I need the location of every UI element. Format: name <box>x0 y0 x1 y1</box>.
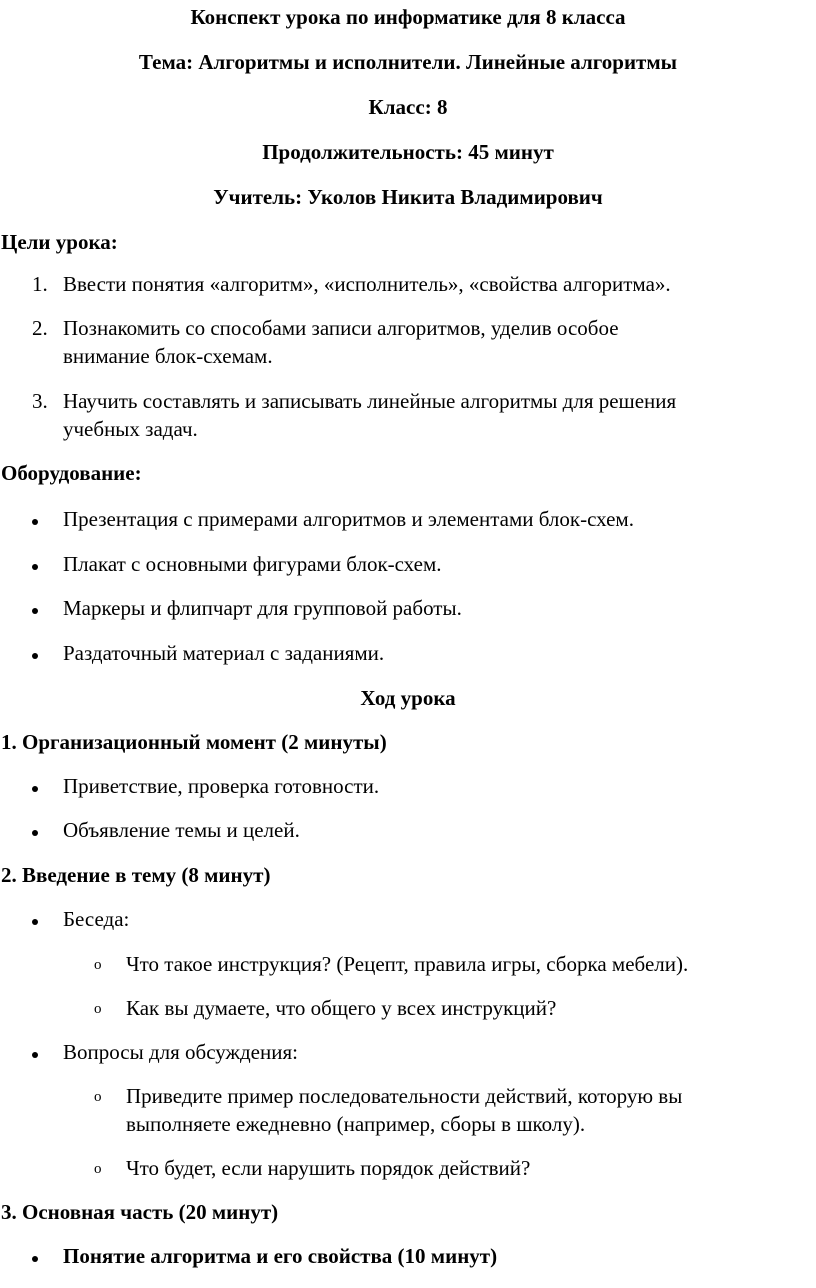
section-1-item: Приветствие, проверка готовности. <box>63 774 380 798</box>
goal-text: Познакомить со способами записи алгоритмов, уделив особое <box>63 316 619 340</box>
lesson-topic: Тема: Алгоритмы и исполнители. Линейные алгоритмы <box>138 50 678 74</box>
questions-label: Вопросы для обсуждения: <box>63 1040 298 1064</box>
section-3-first-item: Понятие алгоритма и его свойства (10 минут) <box>63 1244 498 1268</box>
goal-number: 1. <box>32 272 48 296</box>
bullet-icon <box>32 1052 38 1058</box>
bullet-icon <box>32 1256 38 1262</box>
goal-text-continued: учебных задач. <box>63 417 198 441</box>
teacher-name: Учитель: Уколов Никита Владимирович <box>213 185 603 209</box>
goal-text-continued: внимание блок-схемам. <box>63 344 273 368</box>
talk-item: Что такое инструкция? (Рецепт, правила игры, сборка мебели). <box>126 952 689 976</box>
lesson-progress-heading: Ход урока <box>360 686 456 710</box>
document-title: Конспект урока по информатике для 8 класса <box>190 5 626 29</box>
equipment-heading: Оборудование: <box>1 461 142 485</box>
goals-heading: Цели урока: <box>1 230 118 254</box>
goal-number: 3. <box>32 389 48 413</box>
equipment-item: Раздаточный материал с заданиями. <box>63 641 385 665</box>
question-item: Что будет, если нарушить порядок действий? <box>126 1156 531 1180</box>
lesson-grade: Класс: 8 <box>368 95 448 119</box>
talk-item: Как вы думаете, что общего у всех инструкций? <box>126 996 557 1020</box>
bullet-icon <box>32 653 38 659</box>
section-1-item: Объявление темы и целей. <box>63 818 300 842</box>
section-3-title: 3. Основная часть (20 минут) <box>1 1200 279 1224</box>
section-2-title: 2. Введение в тему (8 минут) <box>1 863 271 887</box>
bullet-icon <box>32 786 38 792</box>
equipment-item: Презентация с примерами алгоритмов и элементами блок-схем. <box>63 507 634 531</box>
goal-text: Ввести понятия «алгоритм», «исполнитель», «свойства алгоритма». <box>63 272 671 296</box>
goal-text: Научить составлять и записывать линейные алгоритмы для решения <box>63 389 677 413</box>
talk-label: Беседа: <box>63 907 130 931</box>
bullet-icon <box>32 519 38 525</box>
equipment-item: Плакат с основными фигурами блок-схем. <box>63 552 442 576</box>
lesson-duration: Продолжительность: 45 минут <box>262 140 554 164</box>
bullet-icon <box>32 830 38 836</box>
sub-bullet-icon: o <box>94 1161 102 1177</box>
sub-bullet-icon: o <box>94 1089 102 1105</box>
equipment-item: Маркеры и флипчарт для групповой работы. <box>63 596 462 620</box>
bullet-icon <box>32 919 38 925</box>
bullet-icon <box>32 608 38 614</box>
sub-bullet-icon: o <box>94 1001 102 1017</box>
question-item: Приведите пример последовательности действий, которую вы <box>126 1084 683 1108</box>
goal-number: 2. <box>32 316 48 340</box>
sub-bullet-icon: o <box>94 957 102 973</box>
question-item-continued: выполняете ежедневно (например, сборы в школу). <box>126 1112 586 1136</box>
section-1-title: 1. Организационный момент (2 минуты) <box>1 730 387 754</box>
bullet-icon <box>32 564 38 570</box>
